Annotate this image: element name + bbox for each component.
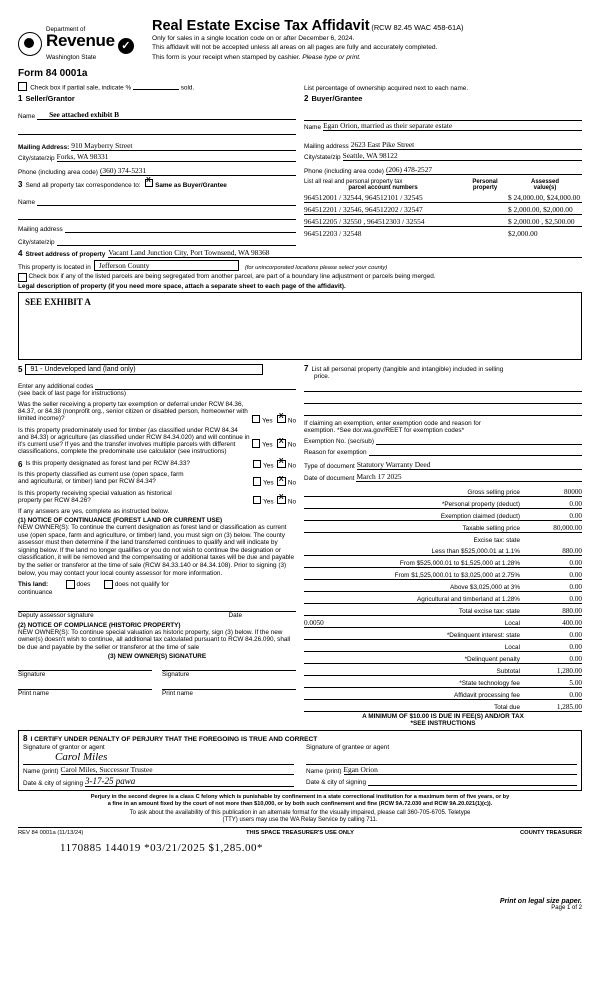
usecode-block [18,364,296,456]
calc-row[interactable] [304,544,582,556]
correspondence-city-input[interactable] [57,237,296,246]
correspondence-name-line-2[interactable] [18,206,296,220]
ownership-note: List percentage of ownership acquired next to each name. [304,84,469,92]
sec6-question-1: Is this property designated as forest land per RCW 84.33? [25,459,190,467]
print-legal-note: Print on legal size paper. [499,897,582,905]
correspondence-block [18,179,296,247]
calc-row[interactable] [304,688,582,700]
calc-value: 0.00 [569,690,582,699]
exemption-reason-input[interactable] [369,447,582,456]
usecode-instructions: (see back of last page for instructions) [18,389,126,397]
grantee-sig-label: Signature of grantee or agent [306,743,390,751]
exemption-instruction-a: If claiming an exemption, enter exemption code and reason for [304,419,481,427]
question-1-yes-label: Yes [262,417,273,424]
perjury-line-2: a fine in an amount fixed by the court of not more than $10,000, or by both such confinement and fine (RCW 9A.72.030 and RCW 9A.20.021(1)(c)). [107,800,493,807]
parcel-assessed: $ 2,000.00, $2,000.00 [508,204,573,214]
segregated-checkbox[interactable] [18,273,27,282]
grantee-date-value[interactable] [368,776,577,786]
buyer-name-label: Name [304,123,322,131]
parcel-col-header-3b: value(s) [533,184,557,191]
calc-row-local[interactable] [304,616,582,628]
calc-value: 80,000.00 [553,523,582,532]
correspondence-city-label: City/state/zip [18,239,55,246]
parcel-number: 964512203 / 32548 [304,228,362,238]
legal-description-box[interactable] [18,292,582,360]
calc-label: Excise tax: state [473,536,520,544]
notice-compliance-heading: (2) NOTICE OF COMPLIANCE (HISTORIC PROPERTY) [18,621,181,629]
grantee-signature-input[interactable] [306,751,577,765]
parcel-col-header-2b: property [472,184,498,191]
street-number: 4 [18,249,23,258]
buyer-mailing-label: Mailing address [304,142,349,150]
this-land-label: This land: [18,580,49,588]
calc-row[interactable] [304,652,582,664]
correspondence-mailing-label: Mailing address [18,226,63,233]
deputy-date-label: Date [228,611,242,619]
sec6-q2-no-checkbox[interactable] [277,477,286,486]
partial-sale-checkbox[interactable] [18,82,27,91]
calc-value: 0.00 [569,630,582,639]
calc-value: 0.00 [569,582,582,591]
perjury-line-1: Perjury in the second degree is a class C felony which is punishable by confinement in a state correctional institution for a maximum term of five years, or by [90,793,510,800]
treasurer-footer [18,827,582,836]
correspondence-name-input[interactable] [37,197,296,206]
doc-type-label: Type of document [304,462,355,470]
new-owner-signature-label-2: Signature [162,671,190,679]
calc-row[interactable] [304,521,582,533]
calc-value: 1,285.00 [556,702,582,711]
revenue-label: Revenue [46,31,115,50]
calc-row[interactable] [304,509,582,521]
doc-type-value[interactable]: Statutory Warranty Deed [356,459,431,469]
header-line-1: Only for sales in a single location code on or after December 6, 2024. [152,35,355,42]
buyer-block [304,94,582,176]
street-value[interactable]: Vacant Land Junction City, Port Townsend, WA 98368 [108,248,270,257]
partial-sale-label: Check box if partial sale, indicate % [30,84,132,92]
sec7-number: 7 [304,363,309,373]
sec6-q1-yes-label: Yes [263,462,274,469]
designation-and-calculation [18,460,582,727]
dor-logo-block [18,18,146,79]
accessibility-line-1: To ask about the availability of this publication in an alternate format for the visually impaired, please call 360-705-6705. Teletype [129,809,471,816]
sec6-if-any: If any answers are yes, complete as instructed below. [18,508,170,515]
additional-codes-input[interactable] [95,381,296,390]
grantor-signature-input[interactable] [23,751,294,765]
cert-heading: I CERTIFY UNDER PENALTY OF PERJURY THAT THE FOREGOING IS TRUE AND CORRECT [30,735,318,743]
buyer-number: 2 [304,93,309,103]
calc-value: 0.00 [569,499,582,508]
sec6-q1-yes-checkbox[interactable] [253,460,262,469]
calc-value: 1,280.00 [556,666,582,675]
seller-phone-value[interactable]: (360) 374-5231 [99,165,147,175]
buyer-city-label: City/state/zip [304,153,341,161]
calc-row[interactable] [304,664,582,676]
sec6-number: 6 [18,459,23,469]
grantor-signature-value: Carol Miles [55,750,108,763]
state-seal-icon [18,32,42,56]
grantee-print-label: Name (print) [306,767,342,775]
calc-label: Gross selling price [467,488,520,496]
new-owner-print-label-1: Print name [18,690,49,698]
street-address-section [18,248,582,360]
doc-date-value[interactable]: March 17 2025 [356,471,402,481]
calc-label: Exemption claimed (deduct) [440,512,520,520]
form-number: Form 84 0001a [18,68,88,79]
calc-label: *Delinquent penalty [464,655,520,663]
grantee-sign-block [306,744,577,787]
correspondence-section [18,179,582,247]
does-label: does [76,580,91,588]
calc-value: 0.00 [569,594,582,603]
question-2-yes-label: Yes [262,441,273,449]
see-instructions-note: *SEE INSTRUCTIONS [410,719,476,727]
perjury-block [18,794,582,824]
exemption-question-2: Is this property predominately used for timber (as classified under RCW 84.34 and 84.33) or agriculture (as classified under RCW 84.34.020) and will continue in it's current use? If yes and the transfer involves multiple parcels with different classifications, complete the predominate use calculator (see instructions) [18,427,250,455]
title-block [146,18,582,63]
page-title: Real Estate Excise Tax Affidavit [152,18,370,34]
header-line-3-italic: Please type or print. [302,53,361,61]
usecode-number: 5 [18,364,23,374]
personal-property-line-1[interactable] [304,380,582,392]
street-label: Street address of property [25,251,106,258]
seller-mailing-value[interactable]: 910 Mayberry Street [71,140,133,150]
notice-compliance-body: NEW OWNER(S): To continue special valuation as historic property, sign (3) below. If the new owner(s) doesn't wish to continue, all additional tax calculated pursuant to RCW 84.26.090, shall be due and payable by the seller or transferor at the time of sale [18,628,291,651]
parcel-col-header-1b: parcel account numbers [348,184,418,191]
buyer-name-line-1[interactable] [304,109,582,121]
revenue-mark-icon: ✓ [118,38,134,54]
parcel-col-header-2a: Personal [472,178,498,185]
deputy-assessor-label: Deputy assessor signature [18,611,94,619]
exemption-instruction-b: exemption. *See dor.wa.gov/REET for exemption codes* [304,426,465,434]
calc-row[interactable] [304,497,582,509]
legal-description-label: Legal description of property (if you need more space, attach a separate sheet to each page of the affidavit). [18,282,346,290]
deputy-assessor-signature-input[interactable] [18,600,296,612]
additional-codes-label: Enter any additional codes [18,382,94,390]
parcel-assessed: $2,000.00 [508,228,538,238]
calculation-block [304,460,582,727]
sec6-q2-yes-label: Yes [263,479,274,487]
parcel-row[interactable] [304,227,582,238]
personal-property-block [304,364,582,456]
sec6-q1-no-checkbox[interactable] [277,460,286,469]
page-number: Page 1 of 2 [551,904,582,911]
treasurer-space-label: THIS SPACE TREASURER'S USE ONLY [246,829,354,836]
calc-label: Total excise tax: state [458,607,520,615]
calc-label: Subtotal [496,667,520,675]
calc-label: *Personal property (deduct) [441,500,520,508]
sec6-question-2a: Is this property classified as current use (open space, farm [18,471,184,478]
calc-label: Local [504,619,520,627]
seller-city-value[interactable]: Forks, WA 98331 [56,151,109,161]
question-1-no-label: No [287,417,296,424]
does-not-qualify-checkbox[interactable] [104,580,113,589]
cert-number: 8 [23,733,28,743]
calc-row[interactable] [304,485,582,497]
calc-label: Taxable selling price [462,524,520,532]
correspondence-name-label: Name [18,199,36,206]
document-header [18,18,582,79]
state-label: Washington State [46,54,97,61]
grantor-date-value[interactable]: 3-17-25 pawa [85,775,136,786]
same-as-buyer-label: Same as Buyer/Grantee [155,182,227,189]
land-use-code-input[interactable]: 91 - Undeveloped land (land only) [25,364,263,375]
calc-label: Agricultural and timberland at 1.28% [416,595,520,603]
correspondence-mailing-input[interactable] [65,224,296,233]
grantee-print-value[interactable]: Egan Orion [343,764,378,774]
calc-label: Less than $525,000.01 at 1.1% [431,547,520,555]
buyer-heading: Buyer/Grantee [311,93,363,103]
sec6-q3-yes-checkbox[interactable] [253,496,262,505]
grantor-sign-block [23,744,294,787]
continuance-label: continuance [18,588,53,596]
grantor-date-label: Date & city of signing [23,779,84,787]
sec7-label-a: List all personal property (tangible and intangible) included in selling [311,365,504,373]
seller-mailing-label: Mailing Address: [18,143,70,151]
calc-row[interactable] [304,676,582,688]
question-2-no-checkbox[interactable] [277,439,286,448]
seller-block [18,94,296,176]
header-line-3: This form is your receipt when stamped by cashier. [152,53,301,61]
calc-label: Total due [494,703,520,711]
seller-heading: Seller/Grantor [25,93,75,103]
accessibility-line-2: (TTY) users may use the WA Relay Service by calling 711. [222,816,378,823]
affidavit-sheet [18,18,582,970]
doc-date-label: Date of document [304,474,355,482]
does-not-label: does not qualify for [114,580,169,588]
local-rate: 0.0050 [304,618,324,627]
calc-value: 5.00 [569,678,582,687]
sec6-q1-no-label: No [287,462,296,469]
usecode-and-personal-property [18,364,582,456]
question-2-yes-checkbox[interactable] [252,439,261,448]
calc-row [304,533,582,544]
personal-property-line-2[interactable] [304,392,582,404]
seller-phone-label: Phone (including area code) [18,168,98,176]
notice-continuance-body: NEW OWNER(S): To continue the current designation as forest land or classification as current use (open space, farm and agriculture, or timber) land, you must sign on (3) below. The county assessor must then determine if the land transferred continues to qualify and will indicate by signing below. If the land no longer qualifies or you do not wish to continue the designation or classification, it will be removed and the compensating or additional taxes will be due and payable by the seller or transferor at the time of sale (RCW 84.33.140 or 84.34.108). Prior to signing (3) below, you may contact your local county assessor for more information. [18,524,295,577]
calc-row-total[interactable] [304,700,582,712]
parcel-table-block [304,179,582,247]
calc-row[interactable] [304,580,582,592]
sec6-question-3a: Is this property receiving special valuation as historical [18,489,172,497]
buyer-phone-value[interactable]: (206) 478-2527 [385,164,433,174]
calc-value: 0.00 [569,654,582,663]
calc-value: 880.00 [562,546,582,555]
parcel-number: 964512201 / 32546, 964512202 / 32547 [304,204,423,214]
sec6-block [18,460,296,727]
certification-section [18,730,582,791]
minimum-due-note: A MINIMUM OF $10.00 IS DUE IN FEE(S) AND/OR TAX [362,712,524,720]
parcel-assessed: $ 24,000.00, $24,000.00 [508,192,581,202]
grantor-print-label: Name (print) [23,767,59,775]
buyer-city-value[interactable]: Seattle, WA 98122 [342,150,398,160]
sec6-q2-yes-checkbox[interactable] [253,477,262,486]
calc-value: 0.00 [569,511,582,520]
calc-row[interactable] [304,604,582,616]
county-input[interactable]: Jefferson County [94,260,239,271]
sec6-question-3b: property per RCW 84.26? [18,496,91,504]
question-2-no-label: No [287,441,296,449]
exemption-code-label: Exemption No. (sec/sub) [304,437,374,445]
parcel-number: 964512205 / 32550 , 964512303 / 32554 [304,216,425,226]
parcel-row[interactable] [304,191,582,203]
calc-row[interactable] [304,628,582,640]
calc-label: Above $3,025,000 at 3% [450,583,520,591]
county-treasurer-label: COUNTY TREASURER [519,829,582,836]
seller-name-value[interactable]: See attached exhibit B [49,109,120,119]
calc-label: From $1,525,000.01 to $3,025,000 at 2.75% [394,571,520,579]
correspondence-number: 3 [18,180,23,189]
parcel-row[interactable] [304,215,582,227]
parties-section [18,94,582,176]
county-label: This property is located in [18,264,91,271]
seller-name-line-2[interactable] [18,120,296,135]
new-owner-signature-label-1: Signature [18,671,46,679]
calc-value: 0.00 [569,570,582,579]
same-as-buyer-checkbox[interactable] [145,179,154,188]
calc-value: 80000 [564,487,582,496]
calc-row[interactable] [304,640,582,652]
calc-row[interactable] [304,592,582,604]
does-qualify-checkbox[interactable] [66,580,75,589]
buyer-mailing-value[interactable]: 2623 East Pike Street [350,139,415,149]
grantor-print-value[interactable]: Carol Miles, Successor Trustee [60,764,153,774]
calc-label: *State technology fee [459,679,520,687]
calc-label: *Delinquent interest: state [446,631,520,639]
calc-row[interactable] [304,556,582,568]
personal-property-line-3[interactable] [304,404,582,416]
parcel-number: 964512001 / 32544, 964512101 / 32545 [304,192,423,202]
notice-continuance-heading: (1) NOTICE OF CONTINUANCE (FOREST LAND OR CURRENT USE) [18,517,223,524]
seller-name-label: Name [18,112,36,120]
partial-sale-row [18,82,582,92]
rev-number: REV 84 0001a (11/13/24) [18,829,84,836]
calc-value: 0.00 [569,558,582,567]
calc-label: Affidavit processing fee [454,691,520,699]
dept-label: Department of [46,26,86,33]
treasurer-stamp: 1170885 144019 *03/21/2025 $1,285.00* [60,841,263,854]
partial-sale-suffix: sold. [180,84,195,92]
county-note: (for unincorporated locations please select your county) [244,265,388,271]
question-1-no-checkbox[interactable] [277,415,286,424]
calc-value: 400.00 [562,618,582,627]
seller-number: 1 [18,93,23,103]
partial-sale-input[interactable] [133,89,179,90]
calc-row[interactable] [304,568,582,580]
calc-value: 880.00 [562,606,582,615]
new-owner-print-label-2: Print name [162,690,193,698]
parcel-col-header-3a: Assessed [530,178,560,185]
parcel-col-header-1a: List all real and personal property tax [304,178,403,185]
sec6-q3-no-label: No [287,498,296,505]
sec6-question-2b: and agricultural, or timber) land per RCW 84.34? [18,478,156,485]
exemption-code-input[interactable] [376,436,582,445]
buyer-phone-label: Phone (including area code) [304,167,384,175]
calc-label: From $525,000.01 to $1,525,000 at 1.28% [399,559,520,567]
segregated-label: Check box if any of the listed parcels are being segregated from another parcel, are part of a boundary line adjustment or parcels being merged. [28,273,436,280]
sec7-label-b: price. [314,372,330,380]
sec6-q3-yes-label: Yes [263,498,274,505]
exhibit-text: SEE EXHIBIT A [25,296,91,307]
new-owner-signature-heading: (3) NEW OWNER(S) SIGNATURE [107,653,207,661]
header-line-2: This affidavit will not be accepted unless all areas on all pages are fully and accurately completed. [152,44,438,52]
exemption-question-1: Was the seller receiving a property tax exemption or deferral under RCW 84.36, 84.37, or 84.38 (nonprofit org., senior citizen or disabled person, homeowner with limited income)? [18,400,248,422]
grantee-date-label: Date & city of signing [306,778,367,786]
parcel-row[interactable] [304,203,582,215]
parcel-assessed: $ 2,000.00 , $2,500.00 [508,216,575,226]
grantor-sig-label: Signature of grantor or agent [23,743,105,751]
seller-city-label: City/state/zip [18,154,55,162]
title-rcw: (RCW 82.45 WAC 458-61A) [371,23,464,32]
exemption-reason-label: Reason for exemption [304,448,367,456]
correspondence-label: Send all property tax correspondence to: [25,182,141,189]
calc-label: Local [504,643,520,651]
calc-value: 0.00 [569,642,582,651]
sec6-q2-no-label: No [287,479,296,487]
question-1-yes-checkbox[interactable] [252,415,261,424]
buyer-name-value[interactable]: Egan Orion, married as their separate estate [323,120,453,130]
sec6-q3-no-checkbox[interactable] [277,496,286,505]
